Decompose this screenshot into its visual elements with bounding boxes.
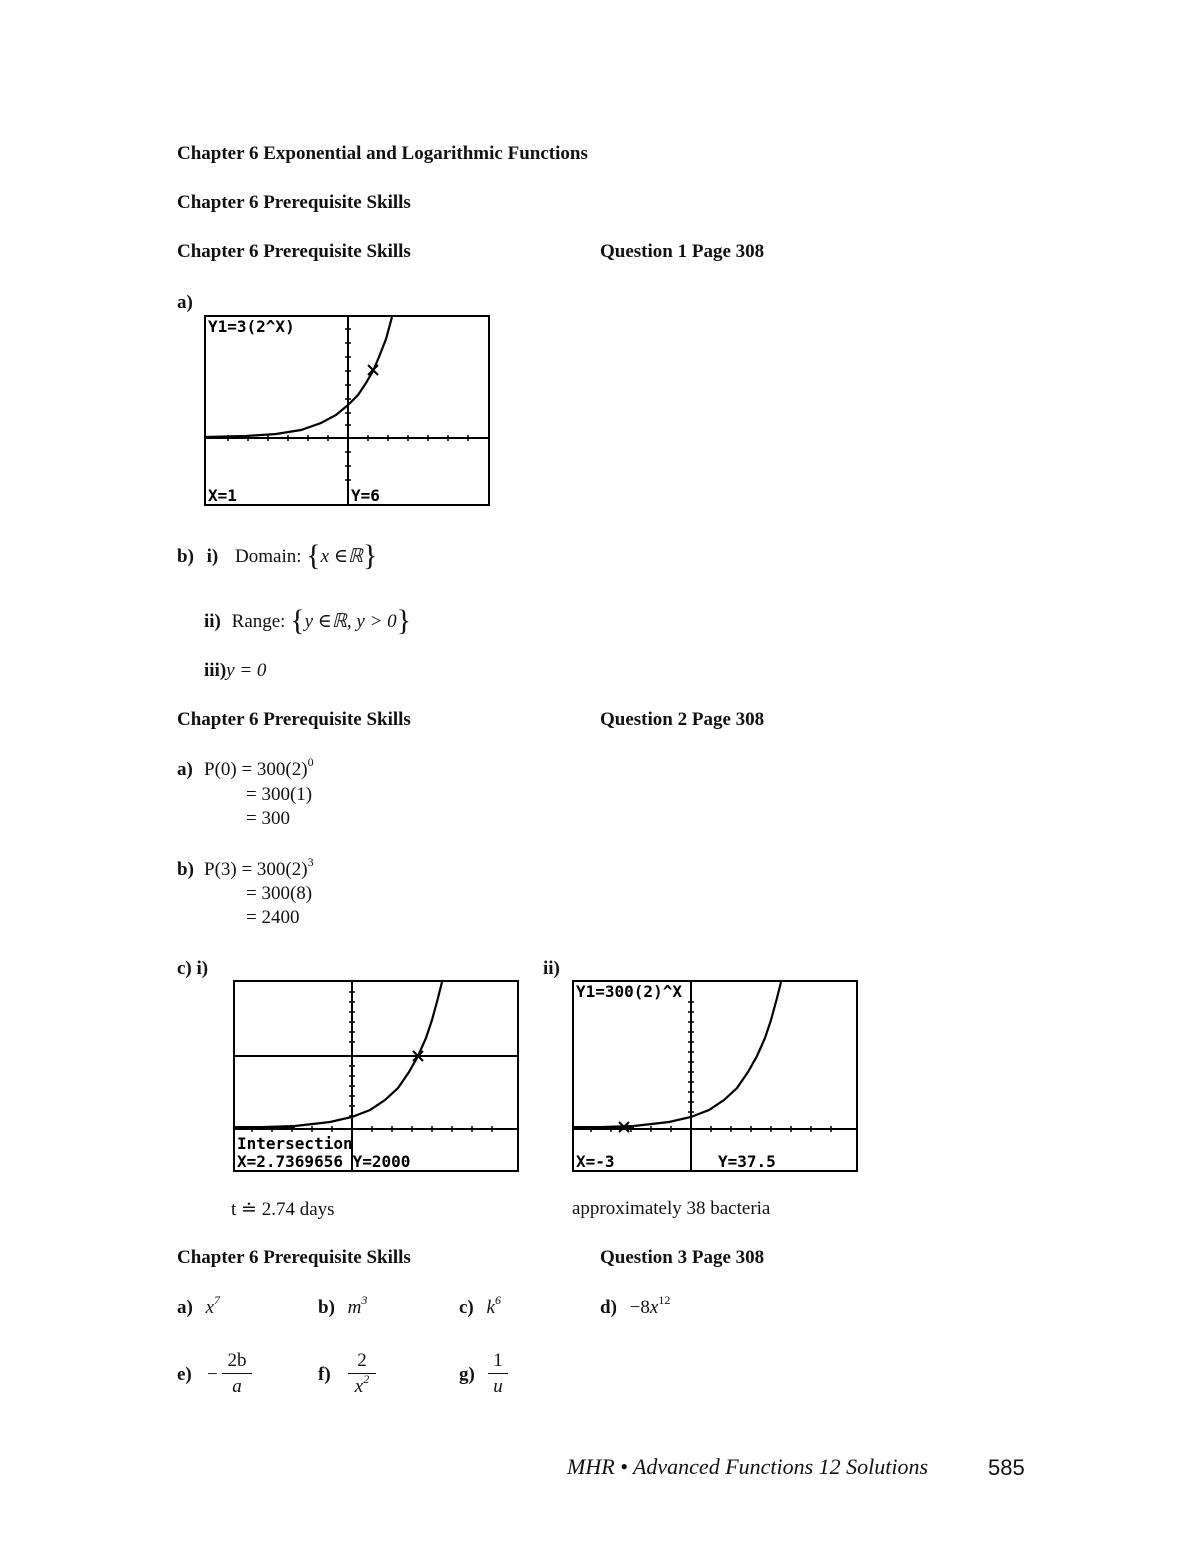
- q2-part-b-label: b): [177, 859, 194, 880]
- q2-a-line-1-text: P(0) = 300(2): [204, 759, 308, 780]
- q3-e-fraction: [222, 1349, 252, 1400]
- range-set: y ∈ℝ, y > 0: [304, 611, 397, 632]
- q1-part-bii-label: ii): [204, 611, 221, 632]
- q3-d-base: x: [649, 1297, 659, 1318]
- q3-d-label: d): [600, 1297, 617, 1318]
- q3-f-denominator-exponent: 2: [363, 1371, 370, 1386]
- q3-answer-a: [177, 1292, 221, 1319]
- domain-label: Domain:: [235, 546, 302, 567]
- q3-g-numerator: 1: [488, 1349, 508, 1374]
- q3-b-label: b): [318, 1297, 335, 1318]
- q3-e-numerator: 2b: [222, 1349, 252, 1374]
- q2-trace-x-readout: X=-3: [576, 1152, 615, 1170]
- q3-d-exponent: 12: [658, 1292, 671, 1307]
- q2-b-line-1-text: P(3) = 300(2): [204, 859, 308, 880]
- q3-a-base: x: [205, 1297, 215, 1318]
- q3-a-exponent: 7: [214, 1292, 221, 1307]
- footer-text: MHR • Advanced Functions 12 Solutions: [567, 1454, 929, 1479]
- q2-intersection-readout: X=2.7369656 Y=2000: [237, 1152, 411, 1170]
- q2-trace-y-readout: Y=37.5: [718, 1152, 776, 1170]
- q1-part-bii: ii) Range: {y ∈ℝ, y > 0}: [204, 604, 412, 637]
- q3-g-fraction: [488, 1349, 508, 1400]
- q3-answer-c: [459, 1292, 501, 1319]
- q1-question-heading: Question 1 Page 308: [600, 241, 765, 262]
- q3-a-label: a): [177, 1297, 193, 1318]
- q2-section-heading: Chapter 6 Prerequisite Skills: [177, 709, 411, 730]
- q3-f-fraction: [348, 1349, 376, 1400]
- q3-f-label: f): [318, 1364, 331, 1385]
- q2-b-line-1: [204, 854, 314, 881]
- q2-trace-equation: Y1=300(2)^X: [576, 982, 682, 1001]
- q2-intersection-graph: [235, 982, 517, 1170]
- q1-screen-equation: Y1=3(2^X): [208, 317, 295, 336]
- page-number: 585: [988, 1455, 1025, 1480]
- q2-question-heading: Question 2 Page 308: [600, 709, 765, 730]
- q2-b-exponent: 3: [307, 854, 314, 869]
- q2-trace-graph: [574, 982, 856, 1170]
- q2-part-ci-label: c) i): [177, 958, 209, 979]
- q2-intersection-screen: [233, 980, 519, 1172]
- q3-b-exponent: 3: [361, 1292, 368, 1307]
- q1-part-b: b) i) Domain: {x ∈ℝ}: [177, 539, 378, 572]
- q1-part-b-label: b): [177, 546, 194, 567]
- section-title: Chapter 6 Prerequisite Skills: [177, 192, 411, 213]
- q3-e-denominator: a: [232, 1376, 242, 1397]
- q3-answer-b: [318, 1292, 368, 1319]
- q1-calculator-screen: [204, 315, 490, 506]
- asymptote-equation: y = 0: [226, 660, 267, 681]
- q3-c-label: c): [459, 1297, 474, 1318]
- q3-g-denominator: u: [493, 1376, 503, 1397]
- q2-b-line-2: = 300(8): [246, 883, 313, 904]
- range-label: Range:: [231, 611, 286, 632]
- q3-e-sign: −: [207, 1364, 218, 1385]
- q3-g-label: g): [459, 1364, 475, 1385]
- q1-graph: [206, 317, 488, 504]
- q3-d-coefficient: −8: [629, 1297, 650, 1318]
- q3-c-base: k: [486, 1297, 495, 1318]
- q2-cii-answer: approximately 38 bacteria: [572, 1198, 771, 1219]
- q2-ci-answer: t ≐ 2.74 days: [231, 1199, 335, 1220]
- q1-part-bi-label: i): [206, 546, 219, 567]
- q2-part-a-label: a): [177, 759, 193, 780]
- domain-set: x ∈ℝ: [320, 546, 363, 567]
- q2-a-exponent: 0: [307, 754, 314, 769]
- q2-a-line-1: [204, 754, 314, 781]
- q1-section-heading: Chapter 6 Prerequisite Skills: [177, 241, 411, 262]
- q1-part-biii-label: iii): [204, 660, 227, 681]
- q2-trace-screen: [572, 980, 858, 1172]
- q1-part-a-label: a): [177, 292, 193, 313]
- q3-e-label: e): [177, 1364, 192, 1385]
- q1-screen-y-readout: Y=6: [351, 486, 380, 504]
- q2-b-line-3: = 2400: [246, 907, 300, 928]
- q2-intersection-title: Intersection: [237, 1134, 353, 1153]
- q1-part-biii: [204, 660, 266, 682]
- q2-a-line-2: = 300(1): [246, 784, 313, 805]
- q2-part-cii-label: ii): [543, 958, 560, 979]
- q3-section-heading: Chapter 6 Prerequisite Skills: [177, 1247, 411, 1268]
- q3-f-numerator: 2: [348, 1349, 376, 1374]
- q2-a-line-3: = 300: [246, 808, 290, 829]
- q3-question-heading: Question 3 Page 308: [600, 1247, 765, 1268]
- q3-f-denominator: x: [354, 1376, 364, 1397]
- chapter-title: Chapter 6 Exponential and Logarithmic Functions: [177, 143, 588, 164]
- q3-answer-d: [600, 1292, 671, 1319]
- q3-b-base: m: [347, 1297, 362, 1318]
- q1-screen-x-readout: X=1: [208, 486, 237, 504]
- q3-c-exponent: 6: [494, 1292, 501, 1307]
